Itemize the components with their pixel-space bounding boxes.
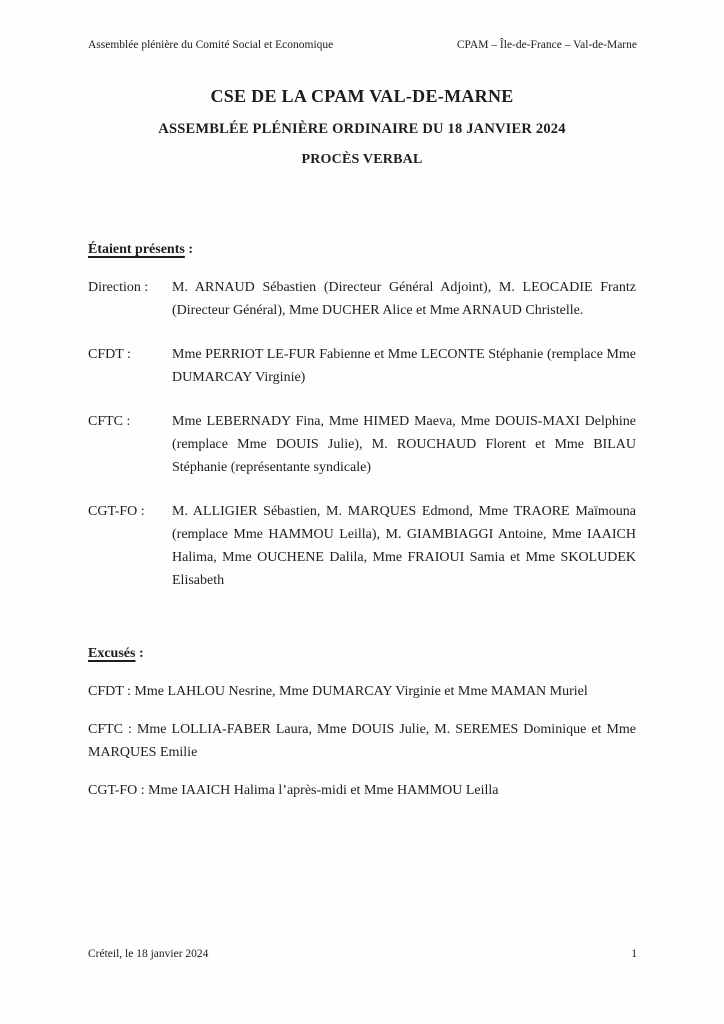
document-subtitle-2: PROCÈS VERBAL bbox=[301, 152, 423, 167]
attendee-label: CGT-FO : bbox=[88, 504, 145, 519]
header-left-text: Assemblée plénière du Comité Social et Economique bbox=[88, 39, 334, 51]
attendee-label: CFDT : bbox=[88, 347, 131, 362]
attendee-names: Mme PERRIOT LE-FUR Fabienne et Mme LECONTE Stéphanie (remplace Mme DUMARCAY Virginie) bbox=[172, 347, 636, 385]
document-title: CSE DE LA CPAM VAL-DE-MARNE bbox=[210, 86, 514, 106]
running-header bbox=[88, 38, 637, 52]
attendee-names: M. ARNAUD Sébastien (Directeur Général Adjoint), M. LEOCADIE Frantz (Directeur Général), Mme DUCHER Alice et Mme ARNAUD Christelle. bbox=[172, 280, 636, 318]
excuses-heading-colon: : bbox=[135, 646, 144, 661]
excuse-line-cfdt: CFDT : Mme LAHLOU Nesrine, Mme DUMARCAY Virginie et Mme MAMAN Muriel bbox=[88, 684, 588, 699]
attendee-label: Direction : bbox=[88, 280, 149, 295]
attendee-row-cftc bbox=[88, 410, 636, 479]
attendee-label: CFTC : bbox=[88, 414, 131, 429]
excuse-line-cgt-fo: CGT-FO : Mme IAAICH Halima l’après-midi et Mme HAMMOU Leilla bbox=[88, 783, 499, 798]
attendee-row-cfdt bbox=[88, 343, 636, 389]
header-right-text: CPAM – Île-de-France – Val-de-Marne bbox=[456, 39, 637, 51]
page-footer bbox=[88, 947, 637, 961]
presents-section-heading bbox=[88, 238, 636, 261]
excuses-section-heading bbox=[88, 642, 636, 665]
footer-date-place: Créteil, le 18 janvier 2024 bbox=[88, 948, 209, 960]
attendee-names: Mme LEBERNADY Fina, Mme HIMED Maeva, Mme DOUIS-MAXI Delphine (remplace Mme DOUIS Julie), M. ROUCHAUD Florent et Mme BILAU Stéphanie (représentante syndicale) bbox=[172, 414, 636, 475]
excuses-section bbox=[88, 642, 636, 802]
attendee-row-cgt-fo bbox=[88, 500, 636, 592]
presents-heading-colon: : bbox=[184, 242, 193, 257]
document-body bbox=[88, 238, 636, 817]
page-number: 1 bbox=[631, 948, 637, 960]
presents-heading-text: Étaient présents bbox=[88, 242, 185, 257]
title-block bbox=[0, 86, 724, 168]
attendee-names: M. ALLIGIER Sébastien, M. MARQUES Edmond, Mme TRAORE Maïmouna (remplace Mme HAMMOU Leilla), M. GIAMBIAGGI Antoine, Mme IAAICH Halima, Mme OUCHENE Dalila, Mme FRAIOUI Samia et Mme SKOLUDEK Elisabeth bbox=[172, 504, 636, 588]
excuses-heading-text: Excusés bbox=[88, 646, 136, 661]
excuse-line-cftc: CFTC : Mme LOLLIA-FABER Laura, Mme DOUIS Julie, M. SEREMES Dominique et Mme MARQUES Emilie bbox=[88, 722, 636, 760]
attendee-row-direction bbox=[88, 276, 636, 322]
document-subtitle: ASSEMBLÉE PLÉNIÈRE ORDINAIRE DU 18 JANVIER 2024 bbox=[158, 121, 566, 137]
